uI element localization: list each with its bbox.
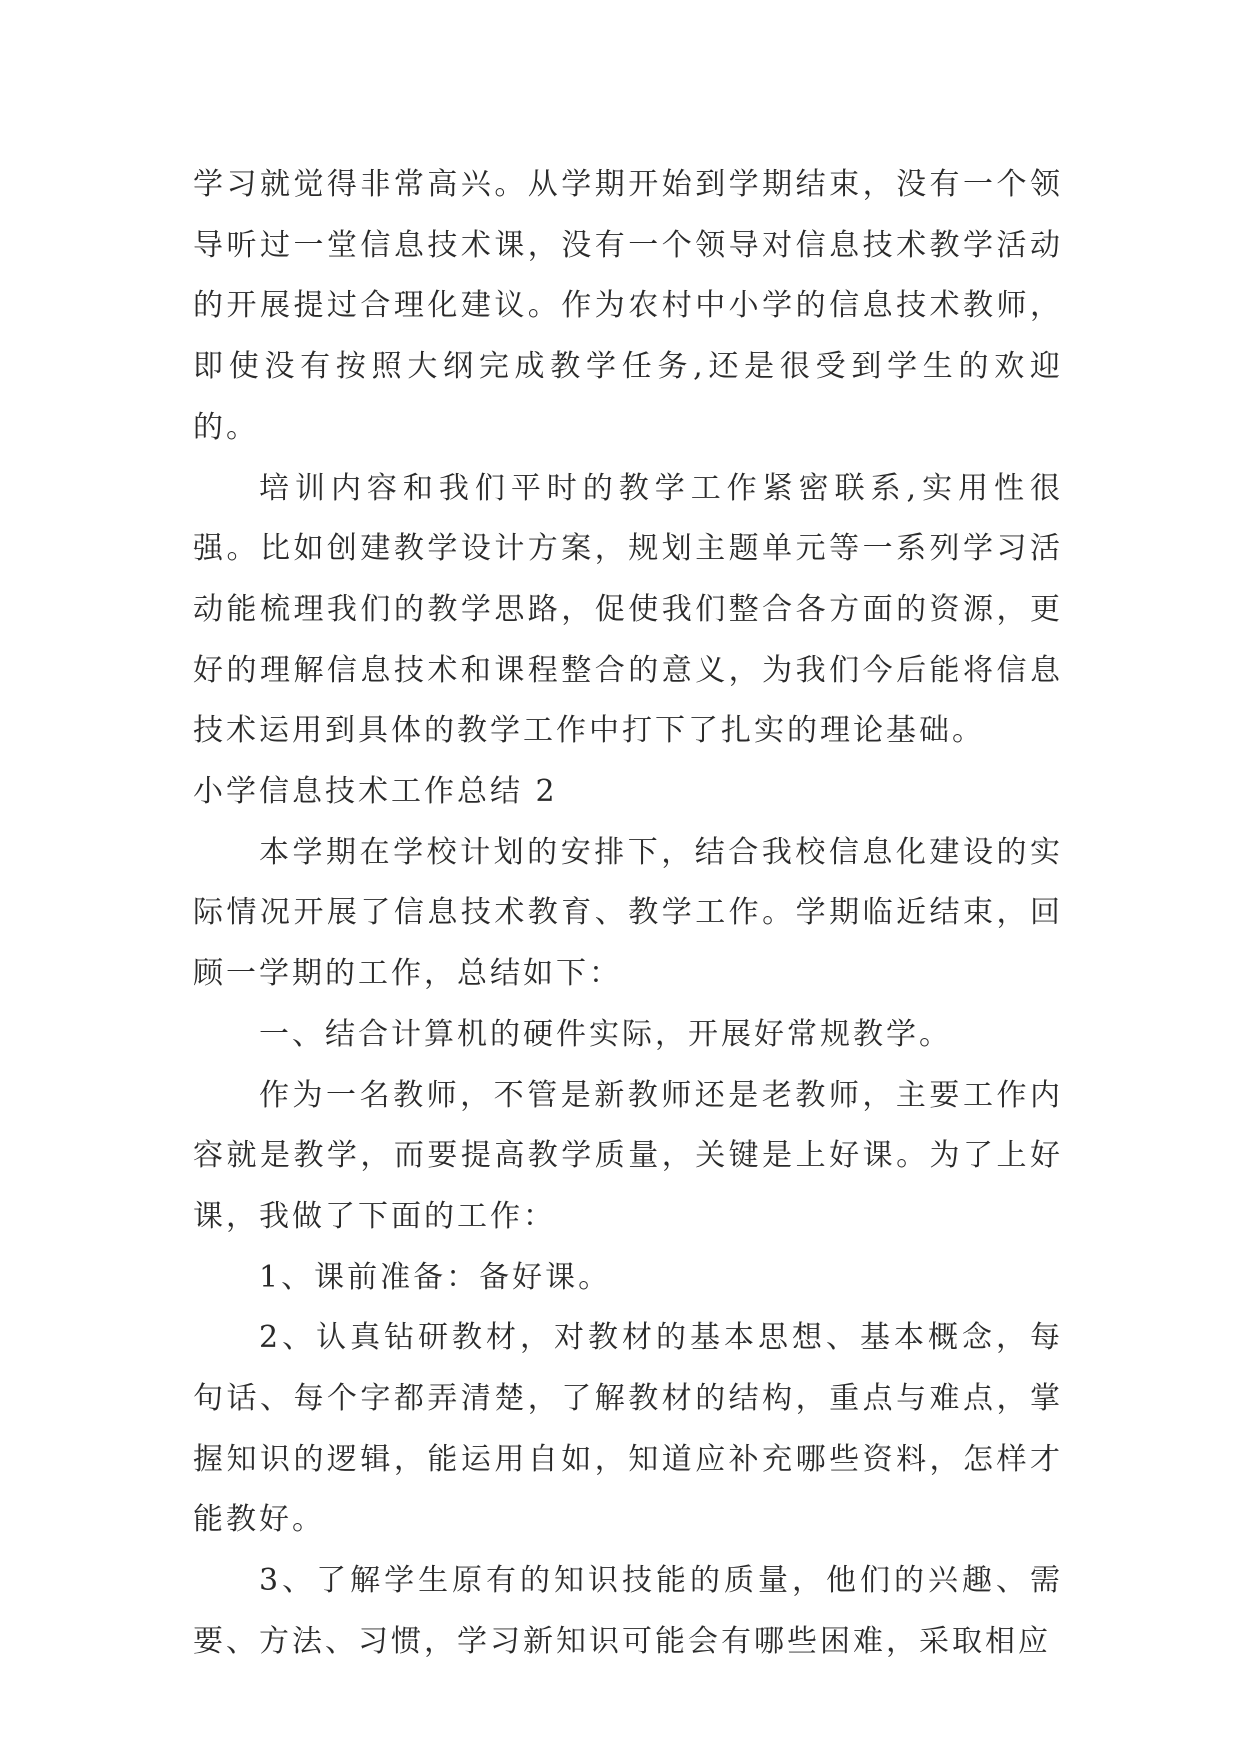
paragraph-7: 2、认真钻研教材，对教材的基本思想、基本概念，每句话、每个字都弄清楚，了解教材的结构，重点与难点，掌握知识的逻辑，能运用自如，知道应补充哪些资料，怎样才能教好。: [193, 1320, 1063, 1538]
paragraph-6: 1、课前准备：备好课。: [259, 1259, 612, 1295]
section-heading: 小学信息技术工作总结 2: [193, 774, 558, 810]
paragraph-4: 一、结合计算机的硬件实际，开展好常规教学。: [259, 1016, 952, 1052]
paragraph-5: 作为一名教师，不管是新教师还是老教师，主要工作内容就是教学，而要提高教学质量，关键是上好课。为了上好课，我做了下面的工作：: [193, 1077, 1063, 1234]
paragraph-2: 培训内容和我们平时的教学工作紧密联系,实用性很强。比如创建教学设计方案，规划主题单元等一系列学习活动能梳理我们的教学思路，促使我们整合各方面的资源，更好的理解信息技术和课程整合的意义，为我们今后能将信息技术运用到具体的教学工作中打下了扎实的理论基础。: [193, 470, 1063, 749]
paragraph-3: 本学期在学校计划的安排下，结合我校信息化建设的实际情况开展了信息技术教育、教学工作。学期临近结束，回顾一学期的工作，总结如下：: [193, 834, 1063, 992]
paragraph-1: 学习就觉得非常高兴。从学期开始到学期结束，没有一个领导听过一堂信息技术课，没有一个领导对信息技术教学活动的开展提过合理化建议。作为农村中小学的信息技术教师，即使没有按照大纲完成教学任务,还是很受到学生的欢迎的。: [193, 167, 1063, 445]
document-body: [193, 155, 1063, 1673]
paragraph-8: 3、了解学生原有的知识技能的质量，他们的兴趣、需要、方法、习惯，学习新知识可能会有哪些困难，采取相应: [193, 1563, 1063, 1659]
